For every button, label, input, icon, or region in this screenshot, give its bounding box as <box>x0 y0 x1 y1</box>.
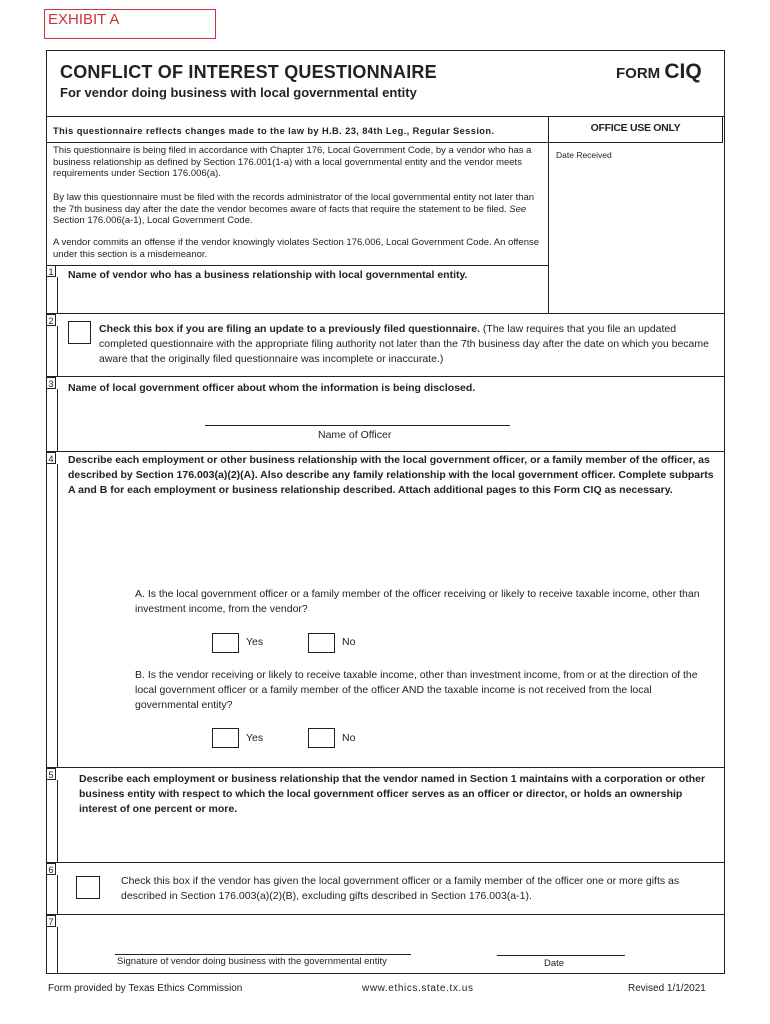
section-1-label: Name of vendor who has a business relationship with local governmental entity. <box>68 269 468 281</box>
office-box-left-edge <box>548 116 549 313</box>
section-5-number: 5 <box>46 768 56 780</box>
intro-paragraph-3: A vendor commits an offense if the vendor knowingly violates Section 176.006, Local Government Code. An offense under this section is a misdemeanor. <box>53 237 540 260</box>
officer-name-line[interactable] <box>205 425 510 426</box>
section-5-label: Describe each employment or business relationship that the vendor named in Section 1 maintains with a corporation or other business entity with respect to which the local government officer serves as an officer or director, or holds an ownership interest of one percent or more. <box>79 773 706 815</box>
form-id <box>616 60 702 84</box>
date-line[interactable] <box>497 955 625 956</box>
section-6-text: Check this box if the vendor has given the local government officer or a family member of the officer one or more gifts as described in Section 176.003(a)(2)(B), excluding gifts described in Section 176.003(a-1). <box>121 875 680 902</box>
date-received-label: Date Received <box>556 150 612 160</box>
intro-p2-a: By law this questionnaire must be filed with the records administrator of the local governmental entity not later than the 7th business day after the date the vendor becomes aware of facts that require the statement to be filed. <box>53 192 535 215</box>
question-b-yes-checkbox[interactable] <box>212 728 239 748</box>
section-2-bold: Check this box if you are filing an update to a previously filed questionnaire. <box>99 323 480 335</box>
section-2-left-rule <box>57 326 58 376</box>
footer-revised: Revised 1/1/2021 <box>628 983 706 994</box>
intro-paragraph-1: This questionnaire is being filed in accordance with Chapter 176, Local Government Code, by a vendor who has a business relationship as defined by Section 176.001(1-a) with a local governmental entity and the vendor meets requirements under Section 176.006(a). <box>53 145 532 180</box>
gift-checkbox[interactable] <box>76 876 100 899</box>
section-3-label: Name of local government officer about whom the information is being disclosed. <box>68 382 476 394</box>
signature-caption: Signature of vendor doing business with the governmental entity <box>117 956 387 967</box>
officer-name-caption: Name of Officer <box>318 429 392 441</box>
exhibit-label: EXHIBIT A <box>44 9 216 39</box>
signature-line[interactable] <box>115 954 411 955</box>
footer-website: www.ethics.state.tx.us <box>362 983 474 994</box>
section-7-number: 7 <box>46 915 56 927</box>
section-1-left-rule <box>57 277 58 313</box>
intro-p2-see: See <box>509 203 527 215</box>
question-b: B. Is the vendor receiving or likely to receive taxable income, other than investment income, from or at the direction of the local government officer or a family member of the officer AND the taxable income is not received from the local governmental entity? <box>135 669 698 711</box>
update-checkbox[interactable] <box>68 321 91 344</box>
question-a-yes-label: Yes <box>246 636 264 648</box>
question-b-yes-label: Yes <box>246 732 264 744</box>
question-a-no-label: No <box>342 636 356 648</box>
section-7-left-rule <box>57 927 58 974</box>
question-a: A. Is the local government officer or a family member of the officer receiving or likely to receive taxable income, other than investment income, from the vendor? <box>135 588 700 615</box>
question-b-no-checkbox[interactable] <box>308 728 335 748</box>
section-4-divider <box>46 451 725 452</box>
section-6-number: 6 <box>46 863 56 875</box>
intro-p2-b: Section 176.006(a-1), Local Government Code. <box>53 215 253 227</box>
intro-bold-line: This questionnaire reflects changes made to the law by H.B. 23, 84th Leg., Regular Session. <box>53 126 495 136</box>
section-7-divider <box>46 914 725 915</box>
section-3-divider <box>46 376 725 377</box>
section-3-left-rule <box>57 389 58 451</box>
form-code: CIQ <box>664 60 702 83</box>
section-2-text <box>99 322 711 367</box>
question-a-no-checkbox[interactable] <box>308 633 335 653</box>
question-a-yes-checkbox[interactable] <box>212 633 239 653</box>
intro-paragraph-2 <box>53 192 543 227</box>
form-subtitle: For vendor doing business with local governmental entity <box>60 85 417 100</box>
section-3-number: 3 <box>46 377 56 389</box>
question-b-no-label: No <box>342 732 356 744</box>
form-frame <box>46 50 725 974</box>
section-4-number: 4 <box>46 452 56 464</box>
section-2-note: (The law requires that you file an updated completed questionnaire with the appropriate filing authority not later than the 7th business day after the date on which you became aware that the originally filed questionnaire was incomplete or inaccurate.) <box>99 323 709 365</box>
section-2-number: 2 <box>46 314 56 326</box>
section-2-divider <box>46 313 725 314</box>
section-1-number: 1 <box>46 265 56 277</box>
section-6-left-rule <box>57 875 58 914</box>
date-caption: Date <box>544 958 565 969</box>
intro-divider <box>46 142 548 143</box>
section-5-divider <box>46 767 725 768</box>
section-6-divider <box>46 862 725 863</box>
form-title: CONFLICT OF INTEREST QUESTIONNAIRE <box>60 62 437 82</box>
section-4-left-rule <box>57 464 58 767</box>
section-1-divider <box>46 265 548 266</box>
section-5-left-rule <box>57 780 58 862</box>
section-4-label: Describe each employment or other business relationship with the local government officer, or a family member of the officer, as described by Section 176.003(a)(2)(A). Also describe any family relationship with the local government officer. Complete subparts A and B for each employment or business relationship described. Attach additional pages to this Form CIQ as necessary. <box>68 454 714 496</box>
footer-provider: Form provided by Texas Ethics Commission <box>48 983 243 994</box>
office-use-label: OFFICE USE ONLY <box>548 116 723 143</box>
form-prefix: FORM <box>616 65 661 82</box>
